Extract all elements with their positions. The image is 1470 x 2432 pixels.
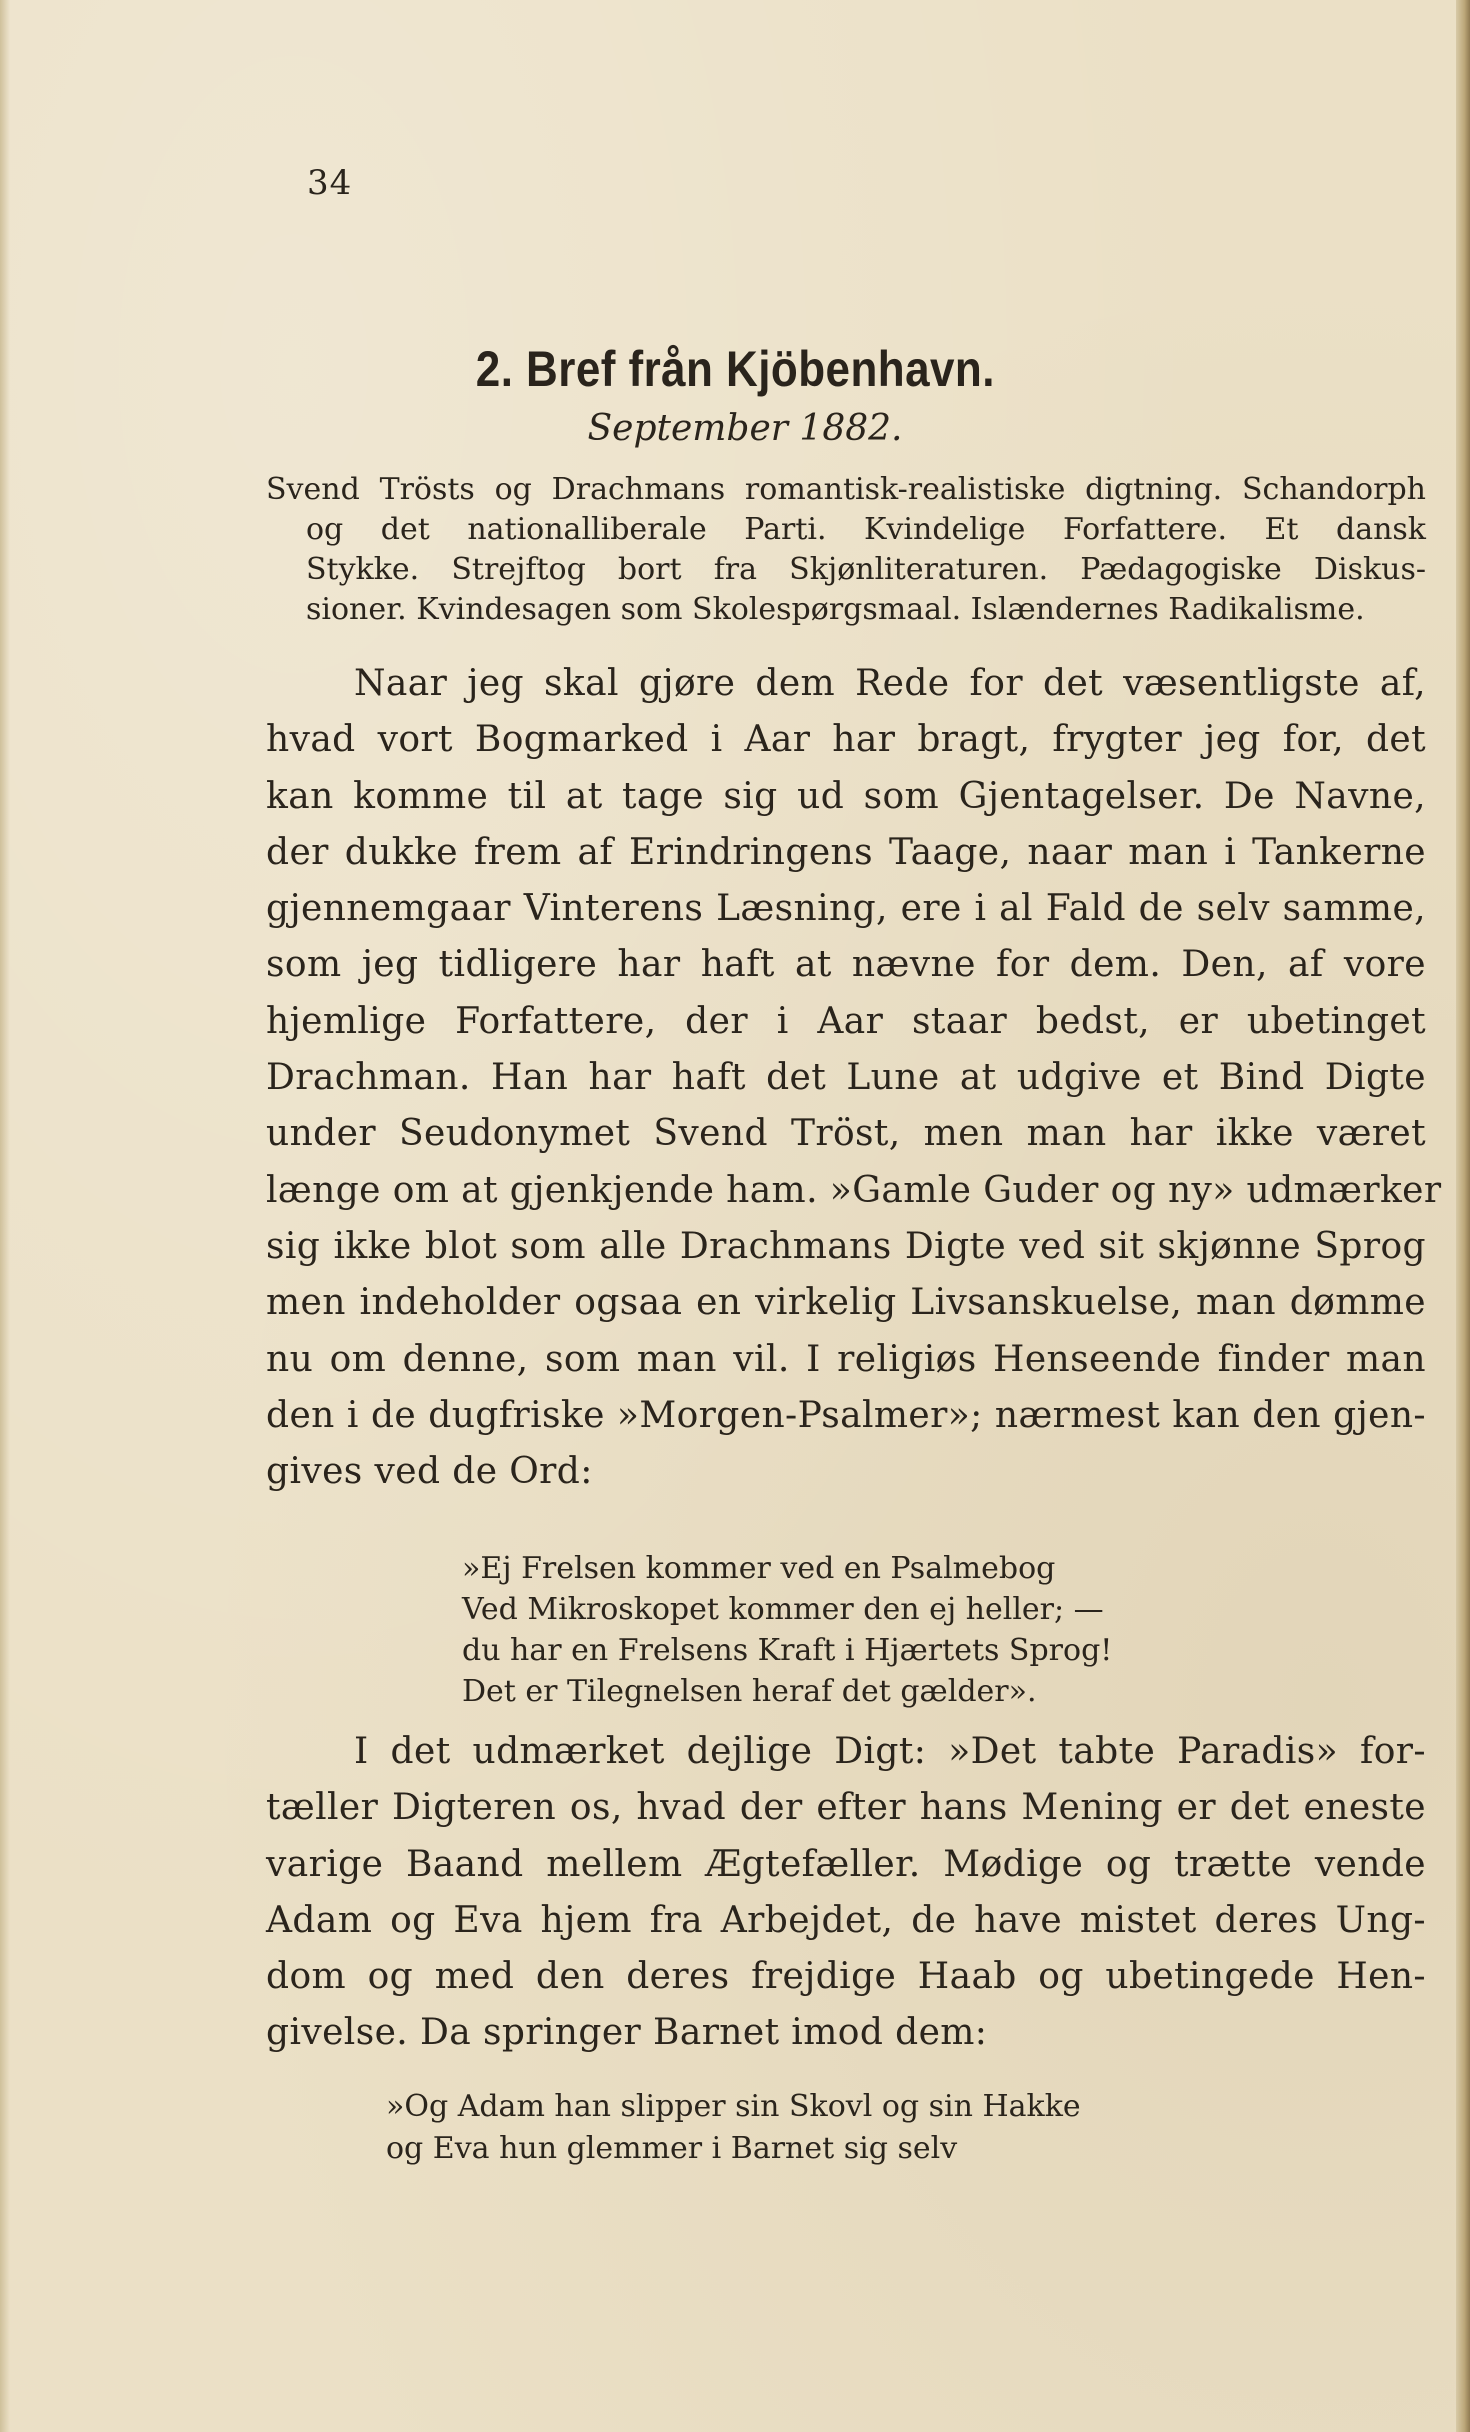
- text-line: I det udmærket dejlige Digt: »Det tabte Paradis» for-: [354, 1731, 1426, 1772]
- text-line: varige Baand mellem Ægtefæller. Mødige og trætte vende: [266, 1843, 1426, 1885]
- poem-quote-2: [386, 2086, 1081, 2170]
- dateline: September 1882.: [587, 408, 903, 449]
- poem-line: Ved Mikroskopet kommer den ej heller; —: [462, 1592, 1104, 1627]
- text-line: men indeholder ogsaa en virkelig Livsanskuelse, man dømme: [266, 1282, 1426, 1324]
- text-line: længe om at gjenkjende ham. »Gamle Guder og ny» udmærker: [266, 1169, 1442, 1211]
- text-line: gjennemgaar Vinterens Læsning, ere i al Fald de selv samme,: [266, 888, 1426, 930]
- text-line: som jeg tidligere har haft at nævne for dem. Den, af vore: [266, 944, 1426, 986]
- text-line: givelse. Da springer Barnet imod dem:: [266, 2012, 988, 2054]
- text-line: kan komme til at tage sig ud som Gjentagelser. De Navne,: [266, 775, 1426, 817]
- text-line: nu om denne, som man vil. I religiøs Henseende finder man: [266, 1338, 1426, 1380]
- summary-line: Svend Trösts og Drachmans romantisk-realistiske digtning. Schandorph: [266, 472, 1426, 507]
- summary-line: Stykke. Strejftog bort fra Skjønliteraturen. Pædagogiske Diskus-: [306, 552, 1426, 587]
- poem-line: og Eva hun glemmer i Barnet sig selv: [386, 2131, 958, 2166]
- poem-quote-1: [462, 1548, 1112, 1712]
- poem-line: »Ej Frelsen kommer ved en Psalmebog: [462, 1551, 1056, 1586]
- text-line: gives ved de Ord:: [266, 1451, 593, 1493]
- page-number: 34: [307, 163, 353, 203]
- text-line: Adam og Eva hjem fra Arbejdet, de have mistet deres Ung-: [266, 1899, 1426, 1941]
- page-right-edge: [1456, 0, 1470, 2432]
- chapter-summary: [266, 470, 1426, 630]
- poem-line: du har en Frelsens Kraft i Hjærtets Sprog!: [462, 1633, 1113, 1668]
- text-line: Naar jeg skal gjøre dem Rede for det væsentligste af,: [354, 663, 1426, 704]
- poem-line: »Og Adam han slipper sin Skovl og sin Hakke: [386, 2089, 1081, 2124]
- text-line: Drachman. Han har haft det Lune at udgive et Bind Digte: [266, 1057, 1426, 1099]
- text-line: den i de dugfriske »Morgen-Psalmer»; nærmest kan den gjen-: [266, 1394, 1426, 1436]
- text-line: hvad vort Bogmarked i Aar har bragt, frygter jeg for, det: [266, 719, 1426, 761]
- text-line: hjemlige Forfattere, der i Aar staar bedst, er ubetinget: [266, 1000, 1426, 1042]
- text-line: der dukke frem af Erindringens Taage, naar man i Tankerne: [266, 831, 1426, 873]
- page-left-edge-shadow: [0, 0, 10, 2432]
- paragraph-1: [266, 656, 1442, 1500]
- text-line: sig ikke blot som alle Drachmans Digte ved sit skjønne Sprog: [266, 1225, 1426, 1267]
- text-line: dom og med den deres frejdige Haab og ubetingede Hen-: [266, 1956, 1426, 1998]
- poem-line: Det er Tilegnelsen heraf det gælder».: [462, 1674, 1037, 1709]
- text-line: tæller Digteren os, hvad der efter hans Mening er det eneste: [266, 1787, 1426, 1829]
- chapter-heading: 2. Bref från Kjöbenhavn.: [475, 341, 995, 397]
- summary-line: og det nationalliberale Parti. Kvindelige Forfattere. Et dansk: [306, 512, 1426, 547]
- summary-line: sioner. Kvindesagen som Skolespørgsmaal. Islændernes Radikalisme.: [306, 592, 1365, 627]
- text-line: under Seudonymet Svend Tröst, men man har ikke været: [266, 1113, 1426, 1155]
- paragraph-2: [266, 1724, 1426, 2062]
